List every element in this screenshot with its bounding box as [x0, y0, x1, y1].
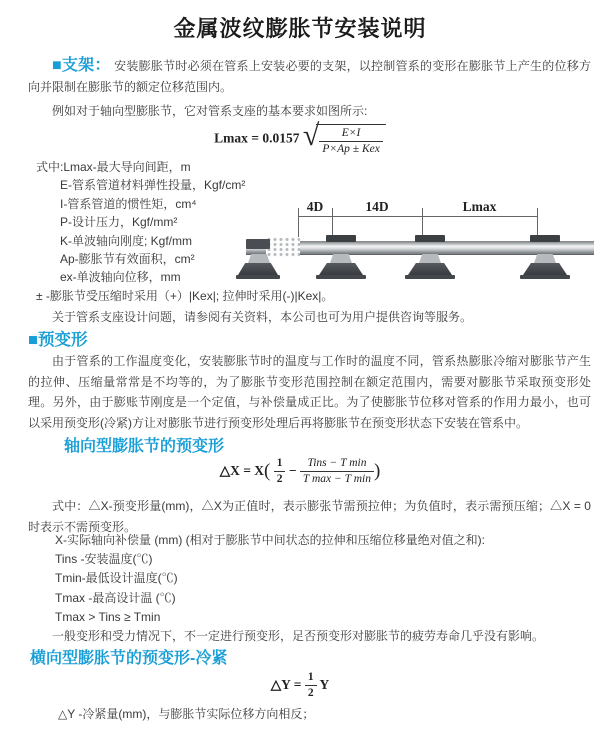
axial-list-item: Tmax > Tins ≥ Tmin: [55, 609, 161, 624]
support-foot: [520, 275, 570, 279]
axial-remark-line: 一般变形和受力情况下，不一定进行预变形，足否预变形对膨胀节的疲劳寿命几乎没有影响。: [52, 629, 545, 643]
support-clamp: [530, 235, 560, 242]
pipe-support: [238, 235, 280, 281]
axial-list-item: X-实际轴向补偿量 (mm) (相对于膨胀节中间状态的拉伸和压缩位移量绝对值之和):: [55, 533, 485, 547]
variable-definition-list: [36, 158, 245, 287]
fraction-denominator: T max − T min: [300, 471, 374, 486]
formula-lateral-rhs: Y: [319, 676, 330, 692]
radical-sign: √: [302, 119, 320, 152]
temperature-fraction: [300, 457, 374, 486]
support-paragraph: [28, 56, 591, 97]
support-foot: [236, 275, 280, 279]
axial-subsection-heading: 轴向型膨胀节的预变形: [64, 438, 225, 455]
one-half-fraction: [305, 671, 317, 700]
dim-label-4d: 4D: [306, 199, 324, 214]
dim-label-lmax: Lmax: [462, 199, 497, 214]
pipe-support-diagram: [246, 196, 596, 291]
pipe-support: [316, 235, 366, 281]
dim-label-14d: 14D: [365, 199, 389, 214]
sqrt-expression: [302, 119, 386, 156]
support-section-heading: ■支架：: [52, 57, 111, 74]
definition-item: E-管系管道材料弹性投量，Kgf/cm²: [60, 178, 246, 193]
formula-lmax-lhs: Lmax = 0.0157: [214, 130, 300, 146]
definition-item: 式中:Lmax-最大导向间距，m: [36, 160, 191, 174]
pipe-support: [405, 235, 455, 281]
support-base: [523, 263, 567, 275]
definition-item: P-设计压力，Kgf/mm²: [60, 215, 178, 230]
support-saddle: [248, 254, 270, 263]
definition-item: K-单波轴向刚度; Kgf/mm: [60, 233, 193, 248]
pipe-support: [520, 235, 570, 281]
open-paren: (: [264, 460, 271, 482]
definition-item: ex-单波轴向位移，mm: [60, 270, 181, 285]
support-saddle: [534, 254, 556, 263]
fraction-numerator: Tins − T min: [307, 457, 367, 469]
close-paren: ): [373, 460, 381, 482]
service-note-line: 关于管系支座设计问题，请参阅有关资料，本公司也可为用户提供咨询等服务。: [52, 310, 473, 324]
axial-note-paragraph: 式中：△X-预变形量(mm)，△X为正值时，表示膨张节需预拉伸；为负值时，表示需预压缩；△X = 0时表示不需预变形。: [28, 499, 591, 534]
axial-list-item: Tins -安装温度(℃): [55, 552, 153, 567]
plus-minus-note-line: ± -膨胀节受压缩时采用（+）|Kex|; 拉伸时采用(-)|Kex|。: [36, 289, 334, 303]
formula-lateral-lhs: △Y =: [270, 676, 302, 692]
preform-section-heading: ■预变形: [28, 331, 88, 349]
support-base: [238, 263, 278, 275]
formula-axial-preform: [0, 457, 600, 486]
preform-paragraph: 由于管系的工作温度变化，安装膨胀节时的温度与工作时的温度不同，管系热膨胀冷缩对膨胀节产生的拉伸、压缩量常常是不均等的，为了膨胀节变形范围控制在额定范围内，需要对膨胀节采取预变形处理。另外，由于膨账节刚度是一个定值，与补偿量成正比。为了使膨胀节位移对管系的作用力最小，也可以采用预变形(冷紧)方让对膨胀节进行预变形处理后再将膨胀节在预变形状态下安装在管系中。: [28, 354, 591, 430]
support-clamp: [415, 235, 445, 242]
support-clamp: [326, 235, 356, 242]
support-saddle: [330, 254, 352, 263]
minus-sign: −: [288, 462, 297, 478]
formula-lmax-denominator: P×Ap ± Kex: [319, 141, 383, 156]
pipe-end-cap: [246, 239, 270, 249]
fraction-numerator: 1: [276, 457, 283, 469]
support-base: [408, 263, 452, 275]
fraction-denominator: 2: [274, 471, 286, 486]
dimension-tick: [537, 208, 538, 236]
axial-list-item: Tmin-最低设计温度(℃): [55, 571, 178, 586]
dimension-tick: [422, 208, 423, 236]
support-foot: [405, 275, 455, 279]
page-title: 金属波纹膨胀节安装说明: [173, 16, 427, 41]
support-base: [319, 263, 363, 275]
lateral-subsection-heading: 横向型膨胀节的预变形-冷紧: [30, 650, 228, 667]
definition-item: Ap-膨胀节有效面积，cm²: [60, 252, 195, 267]
dimension-line: [298, 216, 537, 217]
definition-item: I-管系管道的惯性矩，cm⁴: [60, 196, 197, 211]
fraction-numerator: 1: [307, 671, 314, 683]
formula-lmax: [0, 119, 600, 156]
formula-lateral-coldpull: [0, 671, 600, 700]
support-foot: [316, 275, 366, 279]
support-saddle: [419, 254, 441, 263]
formula-lmax-numerator: E×I: [341, 127, 361, 139]
formula-axial-lhs: △X = X: [219, 462, 265, 478]
axial-list-item: Tmax -最高设计温 (℃): [55, 590, 176, 605]
lateral-note-line: △Y -冷紧量(mm)，与膨胀节实际位移方向相反；: [58, 707, 315, 721]
dimension-tick: [332, 208, 333, 236]
fraction-denominator: 2: [305, 685, 317, 700]
axial-variable-list: [55, 531, 485, 627]
one-half-fraction: [274, 457, 286, 486]
support-body-text: 安装膨胀节时必须在管系上安装必要的支架，以控制管系的变形在膨胀节上产生的位移方向并限制在膨胀节的额定位移范围内。: [28, 59, 591, 94]
support-example-line: 例如对于轴向型膨胀节，它对管系支座的基本要求如图所示:: [52, 104, 368, 118]
